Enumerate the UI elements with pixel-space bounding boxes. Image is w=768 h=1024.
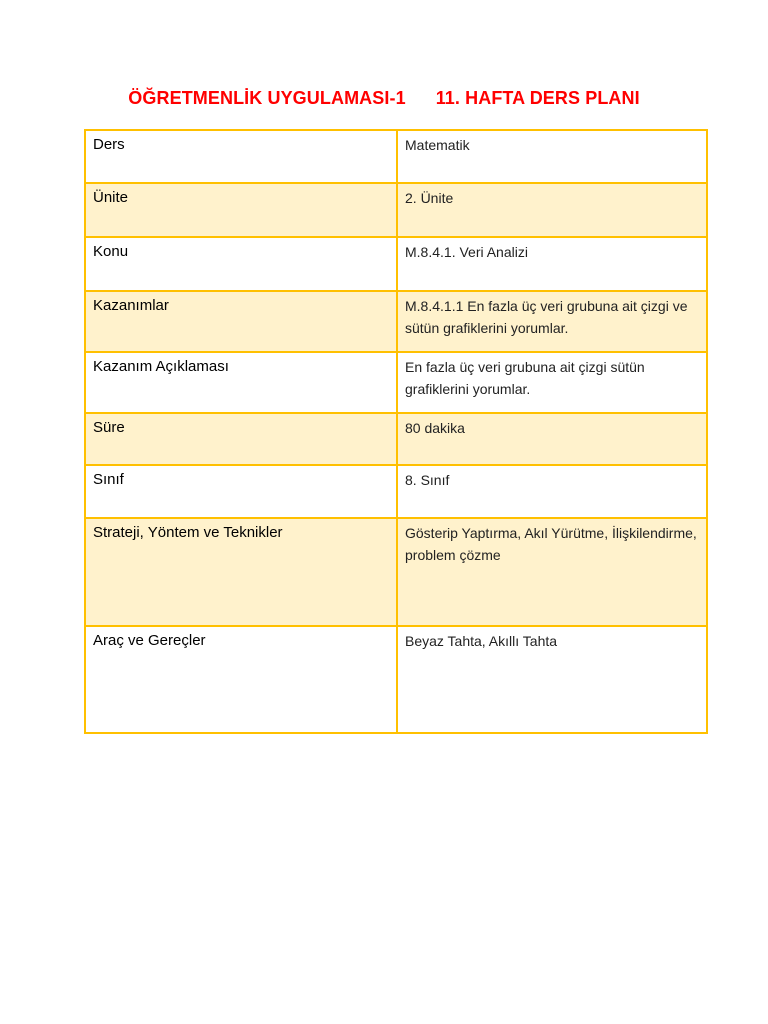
table-row-strateji (85, 518, 707, 626)
title-part-1: ÖĞRETMENLİK UYGULAMASI-1 (128, 88, 406, 108)
table-row-sinif (85, 465, 707, 518)
row-label: Ünite (85, 183, 397, 237)
table-row-kazanim-aciklamasi (85, 352, 707, 413)
row-value: Beyaz Tahta, Akıllı Tahta (397, 626, 707, 733)
row-label: Süre (85, 413, 397, 465)
title-part-2: 11. HAFTA DERS PLANI (435, 88, 640, 108)
table-row-konu (85, 237, 707, 291)
row-label: Ders (85, 130, 397, 183)
table-row-arac-gerecler (85, 626, 707, 733)
table-row-ders (85, 130, 707, 183)
lesson-plan-table (84, 129, 708, 734)
row-value: 80 dakika (397, 413, 707, 465)
row-value: M.8.4.1. Veri Analizi (397, 237, 707, 291)
row-label: Kazanım Açıklaması (85, 352, 397, 413)
row-label: Araç ve Gereçler (85, 626, 397, 733)
row-value: En fazla üç veri grubuna ait çizgi sütün grafiklerini yorumlar. (397, 352, 707, 413)
row-value: Gösterip Yaptırma, Akıl Yürütme, İlişkilendirme, problem çözme (397, 518, 707, 626)
row-value: 8. Sınıf (397, 465, 707, 518)
table-row-sure (85, 413, 707, 465)
row-label: Strateji, Yöntem ve Teknikler (85, 518, 397, 626)
row-value: M.8.4.1.1 En fazla üç veri grubuna ait çizgi ve sütün grafiklerini yorumlar. (397, 291, 707, 352)
document-title (0, 88, 768, 109)
table-row-kazanimlar (85, 291, 707, 352)
row-label: Konu (85, 237, 397, 291)
row-label: Kazanımlar (85, 291, 397, 352)
row-label: Sınıf (85, 465, 397, 518)
table-row-unite (85, 183, 707, 237)
row-value: Matematik (397, 130, 707, 183)
row-value: 2. Ünite (397, 183, 707, 237)
